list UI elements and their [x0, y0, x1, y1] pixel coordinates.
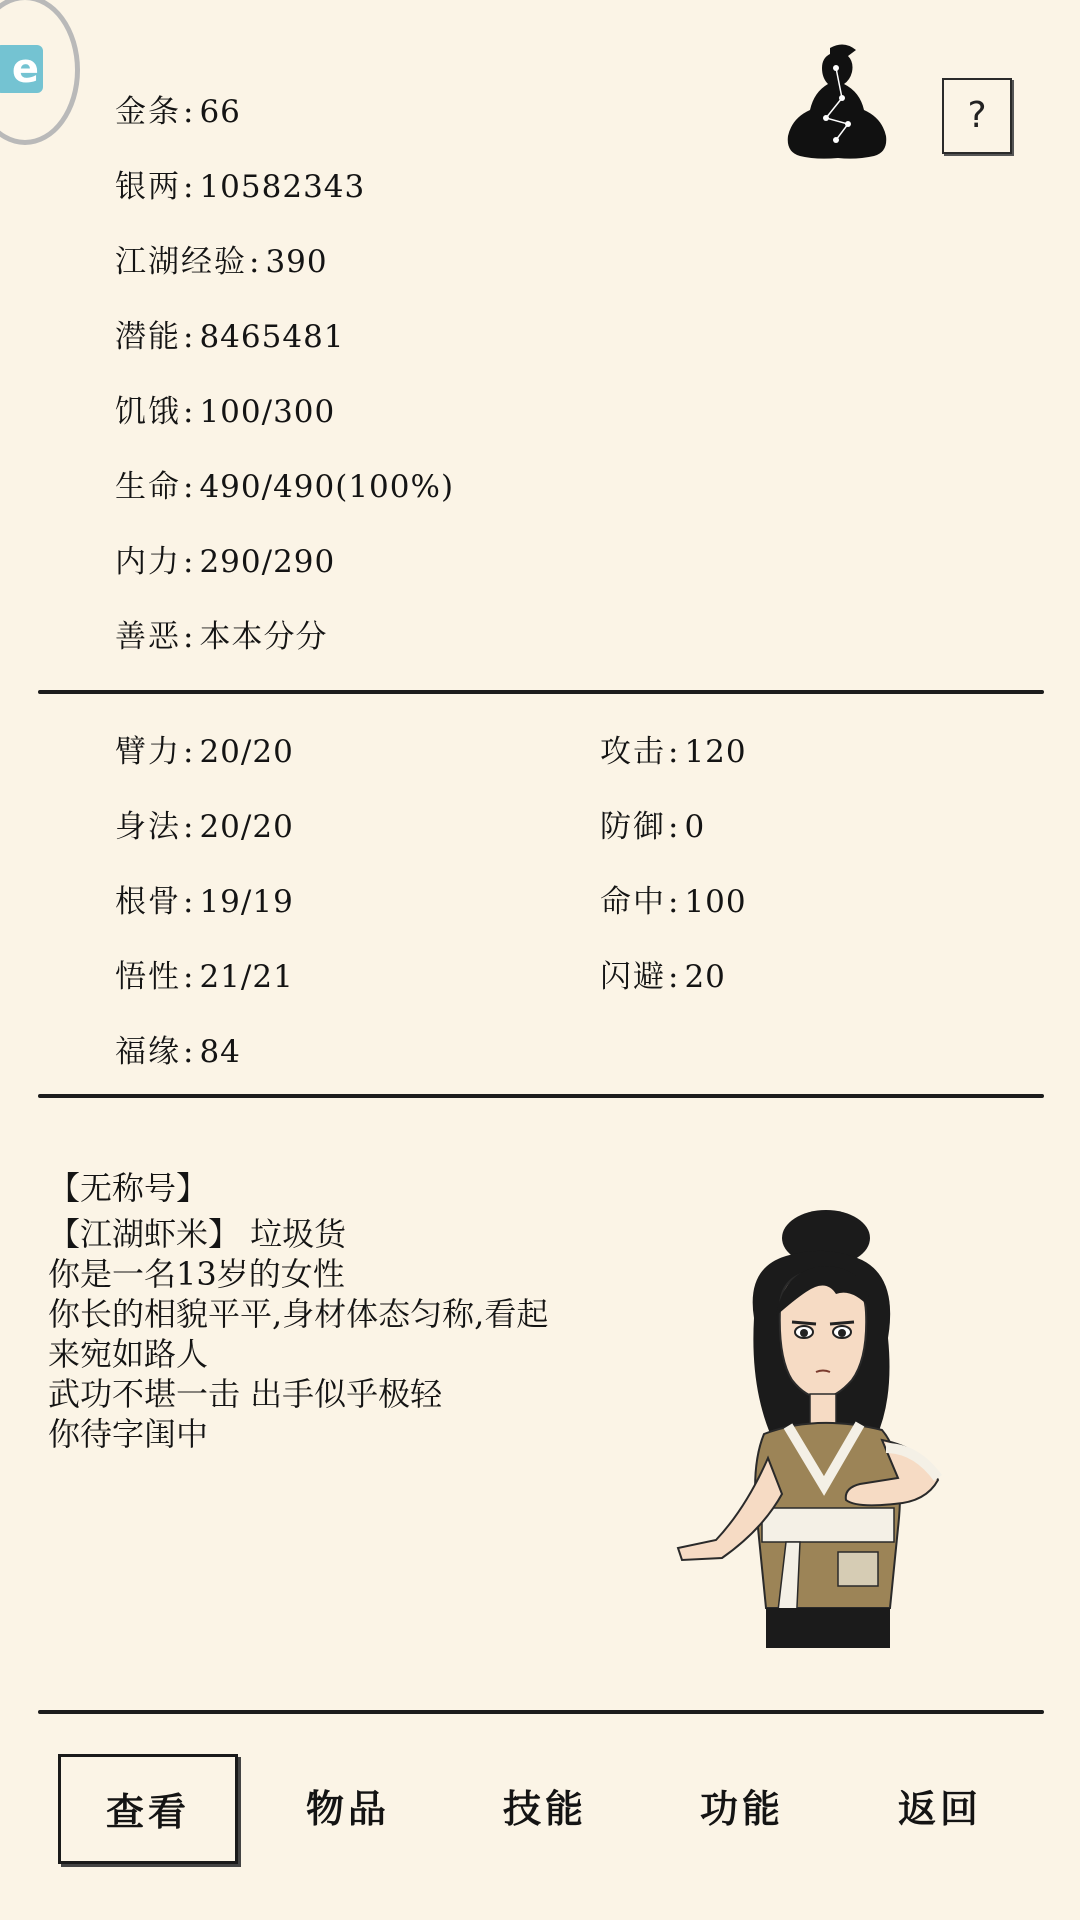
stat-value: 490/490(100%): [199, 469, 455, 505]
attr-comprehension: 悟性: 21/21: [115, 959, 294, 995]
attr-value: 21/21: [199, 959, 294, 995]
stat-hunger: 饥饿: 100/300: [115, 394, 336, 430]
attr-value: 20/20: [199, 809, 294, 845]
stat-value: 10582343: [199, 169, 366, 205]
stat-label: 生命: [115, 469, 181, 505]
attr-value: 84: [199, 1034, 241, 1070]
attr-value: 0: [684, 809, 706, 845]
divider: [38, 1094, 1044, 1098]
character-portrait: [676, 1208, 966, 1648]
attr-fortune: 福缘: 84: [115, 1034, 241, 1070]
nav-back-button[interactable]: 返回: [897, 1786, 982, 1831]
attr-label: 命中: [600, 884, 666, 920]
stat-value: 390: [265, 244, 328, 280]
attr-hit: 命中: 100: [600, 884, 747, 920]
stat-exp: 江湖经验: 390: [115, 244, 328, 280]
attr-value: 20/20: [199, 734, 294, 770]
attr-strength: 臂力: 20/20: [115, 734, 294, 770]
divider: [38, 690, 1044, 694]
app-logo-badge[interactable]: [0, 0, 80, 145]
attr-value: 100: [684, 884, 747, 920]
nav-functions-button[interactable]: 功能: [699, 1786, 784, 1831]
character-bio: [48, 1168, 548, 1454]
attr-defense: 防御: 0: [600, 809, 706, 845]
attr-label: 根骨: [115, 884, 181, 920]
bio-line: 你是一名13岁的女性: [48, 1255, 345, 1293]
stat-label: 江湖经验: [115, 244, 247, 280]
stat-life: 生命: 490/490(100%): [115, 469, 455, 505]
bio-line: 来宛如路人: [48, 1335, 209, 1373]
attr-label: 福缘: [115, 1034, 181, 1070]
stat-label: 金条: [115, 94, 181, 130]
stat-value: 8465481: [199, 319, 345, 355]
attr-label: 悟性: [115, 959, 181, 995]
attr-value: 19/19: [199, 884, 294, 920]
app-logo-icon: e: [0, 45, 43, 93]
attr-constitution: 根骨: 19/19: [115, 884, 294, 920]
bio-rank: 【江湖虾米】 垃圾货: [48, 1215, 347, 1253]
nav-items-button[interactable]: 物品: [305, 1786, 390, 1831]
stat-label: 潜能: [115, 319, 181, 355]
attr-dodge: 闪避: 20: [600, 959, 726, 995]
attr-attack: 攻击: 120: [600, 734, 747, 770]
stat-label: 银两: [115, 169, 181, 205]
attr-value: 120: [684, 734, 747, 770]
attr-agility: 身法: 20/20: [115, 809, 294, 845]
stat-value: 100/300: [199, 394, 336, 430]
bio-title: 【无称号】: [48, 1169, 209, 1207]
stat-value: 66: [199, 94, 241, 130]
attr-value: 20: [684, 959, 726, 995]
stat-gold: 金条: 66: [115, 94, 241, 130]
stat-value: 290/290: [199, 544, 336, 580]
attr-label: 攻击: [600, 734, 666, 770]
attr-label: 闪避: [600, 959, 666, 995]
stat-silver: 银两: 10582343: [115, 169, 366, 205]
stat-inner-power: 内力: 290/290: [115, 544, 336, 580]
attr-label: 身法: [115, 809, 181, 845]
bio-line: 你长的相貌平平,身材体态匀称,看起: [48, 1295, 549, 1333]
stat-morality: 善恶: 本本分分: [115, 619, 328, 655]
attr-label: 防御: [600, 809, 666, 845]
help-button[interactable]: ?: [942, 78, 1012, 154]
stat-label: 内力: [115, 544, 181, 580]
meditation-sect-icon[interactable]: [782, 40, 892, 170]
bio-line: 武功不堪一击 出手似乎极轻: [48, 1375, 443, 1413]
bio-line: 你待字闺中: [48, 1415, 209, 1453]
divider: [38, 1710, 1044, 1714]
nav-view-button[interactable]: 查看: [58, 1754, 238, 1864]
attr-label: 臂力: [115, 734, 181, 770]
stat-value: 本本分分: [199, 619, 328, 655]
nav-skills-button[interactable]: 技能: [502, 1786, 587, 1831]
stat-potential: 潜能: 8465481: [115, 319, 345, 355]
stat-label: 善恶: [115, 619, 181, 655]
stat-label: 饥饿: [115, 394, 181, 430]
